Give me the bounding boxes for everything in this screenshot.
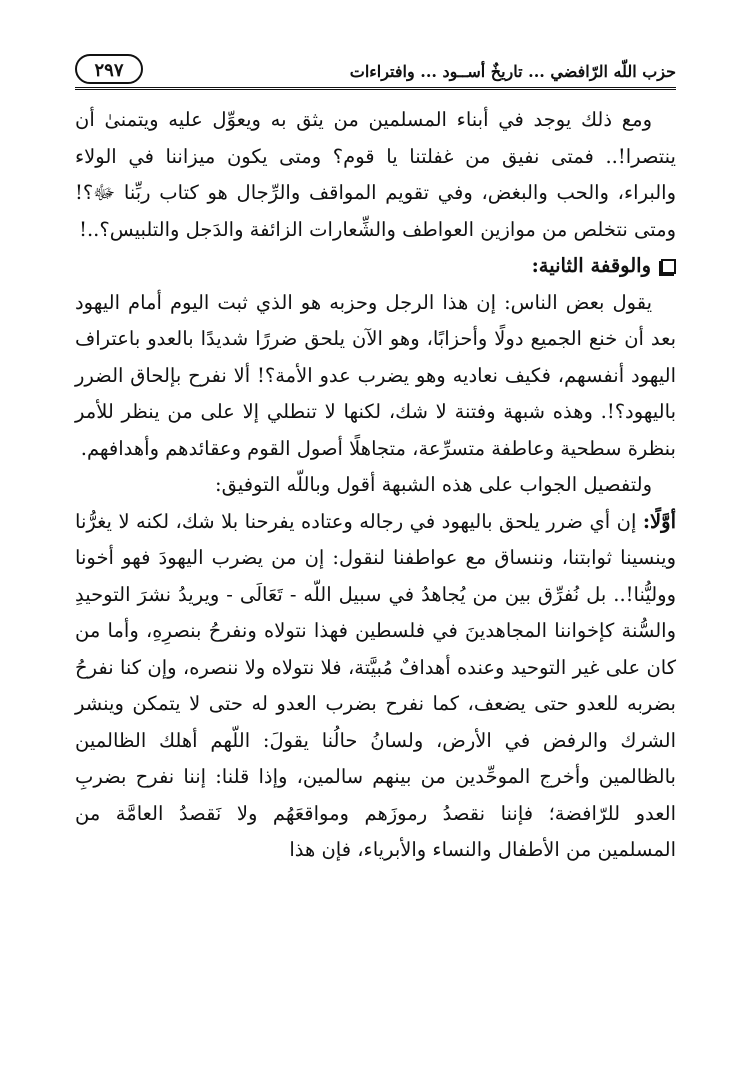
page-body <box>75 102 676 869</box>
paragraph-4-lead: أوَّلًا: <box>642 509 676 533</box>
paragraph-1: ومع ذلك يوجد في أبناء المسلمين من يثق به ويعوِّل عليه ويتمنىٰ أن ينتصرا!.. فمتى نفيق من غفلتنا يا قوم؟ ومتى يكون ميزاننا في الولاء والبراء، والحب والبغض، وفي تقويم المواقف والرِّجال هو كتاب ربِّنا ﷻ؟! ومتى نتخلص من موازين العواطف والشِّعارات الزائفة والدَجل والتلبيس؟..! <box>75 108 676 241</box>
paragraph-3: ولتفصيل الجواب على هذه الشبهة أقول وباللّه التوفيق: <box>215 473 652 496</box>
paragraph-4 <box>75 504 676 869</box>
page-header <box>75 50 676 90</box>
section-heading-text: والوقفة الثانية: <box>531 254 651 277</box>
paragraph-4-text: إن أي ضرر يلحق باليهود في رجاله وعتاده يفرحنا بلا شك، لكنه لا يغرُّنا وينسينا ثوابتنا، وننساق مع عواطفنا لنقول: إن من يضرب اليهودَ فهو أخونا ووليُّنا!.. بل نُفرِّق بين من يُجاهدُ في سبيل اللّه - تَعَالَى - ويريدُ نشرَ التوحيدِ والسُّنة كإخواننا المجاهدينَ في فلسطين فهذا نتولاه ونفرحُ بنصرِهِ، وأما من كان على غير التوحيد وعنده أهدافٌ مُبيَّتة، فلا نتولاه ولا ننصره، وإن كنا نفرحُ بضربه للعدو حتى يضعف، كما نفرح بضرب العدو له حتى لا يتمكن وينشر الشرك والرفض في الأرض، ولسانُ حالُنا يقولَ: اللّهم أهلك الظالمين بالظالمين وأخرج الموحِّدين من بينهم سالمين، وإذا قلنا: إننا نفرح بضربِ العدو للرّافضة؛ فإننا نقصدُ رموزَهم ومواقعَهُم ولا نَقصدُ العامَّة من المسلمين من الأطفال والنساء والأبرياء، فإن هذا <box>75 509 676 861</box>
section-heading <box>75 248 676 285</box>
header-divider <box>75 87 676 90</box>
paragraph-2: يقول بعض الناس: إن هذا الرجل وحزبه هو الذي ثبت اليوم أمام اليهود بعد أن خنع الجميع دولًا وأحزابًا، وهو الآن يلحق ضررًا شديدًا بالعدو باعتراف اليهود أنفسهم، فكيف نعاديه وهو يضرب عدو الأمة؟! ألا نفرح بإلحاق الضرر باليهود؟!. وهذه شبهة وفتنة لا شك، لكنها لا تنطلي إلا على من ينظر للأمر بنظرة سطحية وعاطفة متسرِّعة، متجاهلًا أصول القوم وعقائدهم وأهدافهم. <box>75 290 676 460</box>
running-title: حزب اللّه الرّافضي ... تاريخٌ أســود ... وافتراءات <box>349 62 676 81</box>
page-number: ٢٩٧ <box>75 54 143 84</box>
square-bullet-icon <box>661 259 676 274</box>
